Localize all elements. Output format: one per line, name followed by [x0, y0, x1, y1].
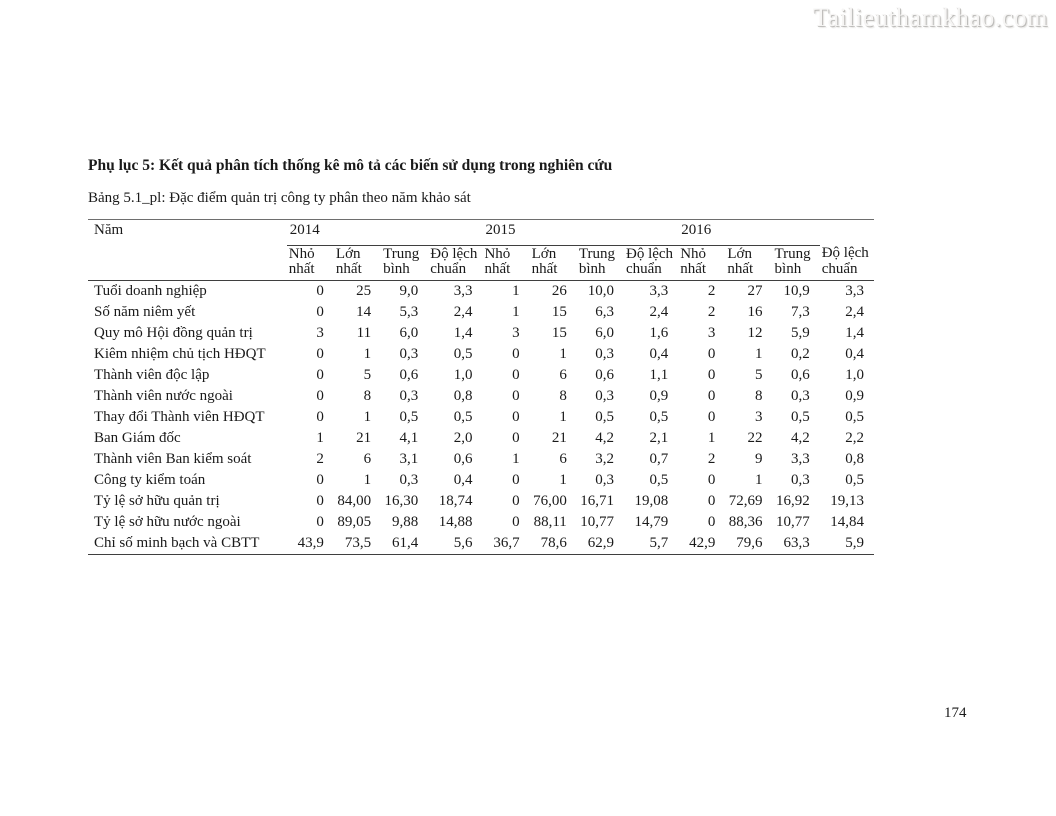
row-label-8: Thành viên Ban kiểm soát	[94, 450, 252, 467]
cell-1-6: 6,3	[595, 303, 614, 320]
year-header-2016: 2016	[678, 220, 820, 246]
row-label-6: Thay đổi Thành viên HĐQT	[94, 408, 265, 425]
cell-5-6: 0,3	[595, 387, 614, 404]
row-label-3: Kiêm nhiệm chủ tịch HĐQT	[94, 345, 266, 362]
cell-1-7: 2,4	[649, 303, 669, 320]
stat-header-2014-2: Trung bình	[381, 245, 428, 280]
table-row-11	[88, 512, 874, 533]
cell-10-5: 76,00	[533, 492, 567, 509]
cell-1-10: 7,3	[790, 303, 810, 320]
cell-6-3: 0,5	[453, 408, 473, 425]
cell-12-7: 5,7	[649, 534, 669, 551]
cell-1-9: 16	[747, 303, 763, 320]
table-row-1	[88, 302, 874, 323]
table-row-8	[88, 449, 874, 470]
cell-4-11: 1,0	[845, 366, 864, 383]
cell-9-4: 0	[512, 471, 520, 488]
cell-0-11: 3,3	[845, 282, 864, 299]
cell-0-7: 3,3	[649, 282, 669, 299]
cell-7-4: 0	[512, 429, 520, 446]
cell-3-3: 0,5	[453, 345, 473, 362]
cell-11-8: 0	[707, 513, 716, 530]
cell-11-11: 14,84	[830, 513, 864, 530]
cell-7-3: 2,0	[453, 429, 473, 446]
stat-header-row	[88, 245, 874, 280]
cell-3-4: 0	[512, 345, 520, 362]
cell-4-2: 0,6	[399, 366, 419, 383]
cell-0-10: 10,9	[783, 282, 810, 299]
cell-6-0: 0	[316, 408, 324, 425]
cell-3-5: 1	[559, 345, 567, 362]
cell-2-3: 1,4	[453, 324, 473, 341]
cell-2-0: 3	[316, 324, 324, 341]
cell-11-7: 14,79	[634, 513, 669, 530]
cell-1-8: 2	[707, 303, 716, 320]
cell-8-7: 0,7	[649, 450, 669, 467]
cell-1-3: 2,4	[453, 303, 473, 320]
table-row-10	[88, 491, 874, 512]
cell-3-9: 1	[755, 345, 763, 362]
cell-1-11: 2,4	[845, 303, 864, 320]
cell-8-6: 3,2	[595, 450, 614, 467]
statistics-table	[88, 219, 874, 555]
table-row-5	[88, 386, 874, 407]
cell-3-1: 1	[363, 345, 372, 362]
cell-10-11: 19,13	[830, 492, 864, 509]
cell-6-11: 0,5	[845, 408, 864, 425]
cell-2-1: 11	[356, 324, 372, 341]
cell-12-4: 36,7	[493, 534, 520, 551]
cell-2-8: 3	[707, 324, 716, 341]
cell-10-2: 16,30	[384, 492, 419, 509]
cell-2-11: 1,4	[845, 324, 864, 341]
cell-6-7: 0,5	[649, 408, 669, 425]
stat-header-2015-0: Nhỏ nhất	[482, 245, 529, 280]
cell-3-0: 0	[316, 345, 324, 362]
cell-8-2: 3,1	[399, 450, 419, 467]
cell-12-9: 79,6	[736, 534, 763, 551]
cell-3-2: 0,3	[399, 345, 419, 362]
cell-10-0: 0	[316, 492, 324, 509]
row-label-4: Thành viên độc lập	[94, 366, 210, 383]
table-row-4	[88, 365, 874, 386]
cell-9-5: 1	[559, 471, 567, 488]
cell-9-8: 0	[707, 471, 716, 488]
stat-header-2015-2: Trung bình	[577, 245, 624, 280]
cell-4-6: 0,6	[595, 366, 614, 383]
row-label-1: Số năm niêm yết	[94, 303, 196, 320]
cell-7-7: 2,1	[649, 429, 669, 446]
row-label-11: Tỷ lệ sở hữu nước ngoài	[94, 513, 241, 530]
row-label-5: Thành viên nước ngoài	[94, 387, 233, 404]
cell-6-6: 0,5	[595, 408, 614, 425]
year-header-2014: 2014	[287, 220, 483, 246]
cell-8-5: 6	[559, 450, 567, 467]
cell-5-7: 0,9	[649, 387, 669, 404]
cell-2-2: 6,0	[399, 324, 419, 341]
cell-4-1: 5	[363, 366, 372, 383]
cell-1-2: 5,3	[399, 303, 419, 320]
stat-header-2014-1: Lớn nhất	[334, 245, 381, 280]
cell-6-10: 0,5	[790, 408, 810, 425]
cell-12-8: 42,9	[689, 534, 716, 551]
cell-8-3: 0,6	[453, 450, 473, 467]
cell-3-8: 0	[707, 345, 716, 362]
cell-11-3: 14,88	[438, 513, 473, 530]
cell-12-2: 61,4	[392, 534, 419, 551]
year-header-row	[88, 220, 874, 246]
cell-5-8: 0	[707, 387, 716, 404]
cell-3-6: 0,3	[595, 345, 614, 362]
cell-10-3: 18,74	[438, 492, 473, 509]
cell-8-8: 2	[707, 450, 716, 467]
cell-3-10: 0,2	[790, 345, 810, 362]
cell-9-6: 0,3	[595, 471, 614, 488]
table-row-9	[88, 470, 874, 491]
cell-8-4: 1	[512, 450, 520, 467]
cell-12-0: 43,9	[297, 534, 324, 551]
table-caption: Bảng 5.1_pl: Đặc điểm quản trị công ty phân theo năm khảo sát	[88, 190, 471, 206]
cell-5-2: 0,3	[399, 387, 419, 404]
cell-6-9: 3	[755, 408, 763, 425]
cell-0-5: 26	[551, 282, 567, 299]
cell-2-4: 3	[512, 324, 520, 341]
cell-5-0: 0	[316, 387, 324, 404]
table-body	[88, 280, 874, 554]
cell-11-6: 10,77	[580, 513, 614, 530]
cell-9-10: 0,3	[790, 471, 810, 488]
cell-7-9: 22	[747, 429, 763, 446]
stat-header-2016-0: Nhỏ nhất	[678, 245, 725, 280]
cell-7-10: 4,2	[790, 429, 810, 446]
cell-2-7: 1,6	[649, 324, 669, 341]
cell-6-8: 0	[707, 408, 716, 425]
cell-5-9: 8	[755, 387, 763, 404]
cell-5-3: 0,8	[453, 387, 473, 404]
cell-9-3: 0,4	[453, 471, 473, 488]
cell-10-6: 16,71	[580, 492, 614, 509]
cell-5-11: 0,9	[845, 387, 864, 404]
cell-11-2: 9,88	[392, 513, 419, 530]
cell-1-5: 15	[551, 303, 567, 320]
cell-12-6: 62,9	[587, 534, 614, 551]
cell-0-0: 0	[316, 282, 324, 299]
cell-2-9: 12	[747, 324, 763, 341]
cell-8-10: 3,3	[790, 450, 810, 467]
stat-header-2014-0: Nhỏ nhất	[287, 245, 334, 280]
row-label-10: Tỷ lệ sở hữu quản trị	[94, 492, 220, 509]
cell-4-4: 0	[512, 366, 520, 383]
cell-10-1: 84,00	[337, 492, 372, 509]
cell-2-5: 15	[551, 324, 567, 341]
cell-6-1: 1	[363, 408, 372, 425]
cell-9-1: 1	[363, 471, 372, 488]
cell-5-10: 0,3	[790, 387, 810, 404]
table-row-0	[88, 280, 874, 302]
cell-9-11: 0,5	[845, 471, 864, 488]
cell-7-2: 4,1	[399, 429, 419, 446]
row-label-2: Quy mô Hội đồng quản trị	[94, 324, 253, 341]
cell-4-9: 5	[755, 366, 763, 383]
cell-1-0: 0	[316, 303, 324, 320]
cell-0-2: 9,0	[399, 282, 419, 299]
cell-7-5: 21	[551, 429, 567, 446]
year-header-spacer	[820, 220, 874, 246]
cell-11-1: 89,05	[337, 513, 372, 530]
cell-4-0: 0	[316, 366, 324, 383]
table-row-7	[88, 428, 874, 449]
cell-10-7: 19,08	[634, 492, 669, 509]
cell-11-4: 0	[512, 513, 520, 530]
cell-6-2: 0,5	[399, 408, 419, 425]
cell-7-0: 1	[316, 429, 324, 446]
cell-6-4: 0	[512, 408, 520, 425]
cell-9-7: 0,5	[649, 471, 669, 488]
cell-5-4: 0	[512, 387, 520, 404]
cell-0-3: 3,3	[453, 282, 473, 299]
page-number: 174	[944, 705, 967, 721]
cell-0-6: 10,0	[587, 282, 614, 299]
cell-11-0: 0	[316, 513, 324, 530]
cell-8-1: 6	[363, 450, 372, 467]
appendix-title: Phụ lục 5: Kết quả phân tích thống kê mô tả các biến sử dụng trong nghiên cứu	[88, 157, 613, 174]
cell-4-10: 0,6	[790, 366, 810, 383]
cell-12-5: 78,6	[540, 534, 567, 551]
cell-9-9: 1	[755, 471, 763, 488]
stat-header-2014-3: Độ lệch chuẩn	[428, 245, 482, 280]
cell-2-6: 6,0	[595, 324, 614, 341]
cell-12-1: 73,5	[344, 534, 372, 551]
cell-4-8: 0	[707, 366, 716, 383]
table-row-3	[88, 344, 874, 365]
cell-1-4: 1	[512, 303, 520, 320]
watermark-text: Tailieuthamkhao.com	[812, 3, 1048, 32]
stat-header-2016-1: Lớn nhất	[725, 245, 772, 280]
cell-10-10: 16,92	[775, 492, 810, 509]
cell-11-9: 88,36	[728, 513, 763, 530]
row-label-12: Chỉ số minh bạch và CBTT	[94, 534, 260, 551]
table-row-2	[88, 323, 874, 344]
cell-7-8: 1	[707, 429, 716, 446]
stat-header-2015-1: Lớn nhất	[530, 245, 577, 280]
cell-8-9: 9	[755, 450, 763, 467]
cell-10-8: 0	[707, 492, 716, 509]
cell-0-1: 25	[356, 282, 372, 299]
stat-header-2016-2: Trung bình	[773, 245, 820, 280]
cell-3-7: 0,4	[649, 345, 669, 362]
row-label-9: Công ty kiểm toán	[94, 471, 206, 488]
stat-header-2016-3: Độ lệch chuẩn	[820, 245, 874, 280]
stat-header-empty	[88, 245, 287, 280]
cell-12-3: 5,6	[453, 534, 473, 551]
cell-4-7: 1,1	[649, 366, 669, 383]
cell-8-11: 0,8	[845, 450, 864, 467]
cell-10-9: 72,69	[728, 492, 763, 509]
table-row-6	[88, 407, 874, 428]
row-label-0: Tuổi doanh nghiệp	[94, 282, 207, 299]
cell-4-5: 6	[559, 366, 567, 383]
cell-10-4: 0	[512, 492, 520, 509]
cell-0-8: 2	[707, 282, 716, 299]
cell-7-6: 4,2	[595, 429, 614, 446]
document-content	[88, 156, 874, 555]
cell-3-11: 0,4	[845, 345, 864, 362]
cell-11-5: 88,11	[533, 513, 567, 530]
cell-0-4: 1	[512, 282, 520, 299]
cell-7-1: 21	[356, 429, 372, 446]
cell-4-3: 1,0	[453, 366, 473, 383]
cell-5-1: 8	[363, 387, 372, 404]
corner-header-nam: Năm	[94, 222, 124, 238]
year-header-2015: 2015	[482, 220, 678, 246]
cell-1-1: 14	[356, 303, 372, 320]
row-label-7: Ban Giám đốc	[94, 429, 181, 446]
table-head	[88, 220, 874, 281]
cell-8-0: 2	[316, 450, 324, 467]
cell-0-9: 27	[747, 282, 763, 299]
cell-12-11: 5,9	[845, 534, 864, 551]
cell-7-11: 2,2	[845, 429, 864, 446]
cell-5-5: 8	[559, 387, 567, 404]
cell-12-10: 63,3	[783, 534, 810, 551]
table-row-12	[88, 533, 874, 555]
cell-6-5: 1	[559, 408, 567, 425]
cell-2-10: 5,9	[790, 324, 810, 341]
stat-header-2015-3: Độ lệch chuẩn	[624, 245, 678, 280]
cell-9-2: 0,3	[399, 471, 419, 488]
cell-9-0: 0	[316, 471, 324, 488]
cell-11-10: 10,77	[775, 513, 810, 530]
